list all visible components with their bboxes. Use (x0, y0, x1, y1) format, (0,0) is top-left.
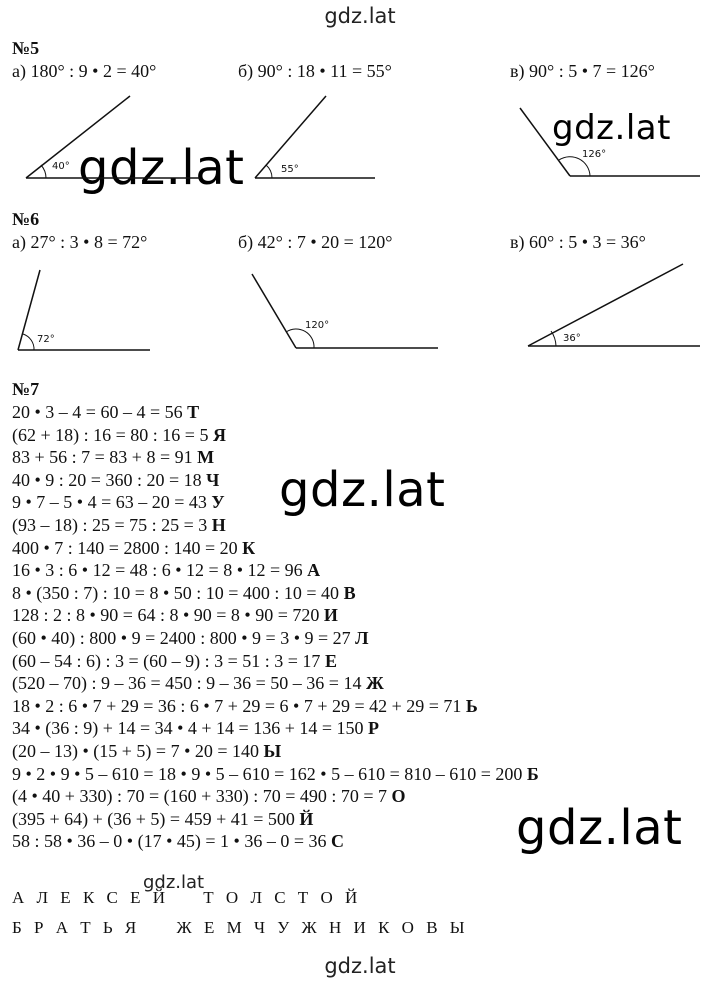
task7-letter: Ь (465, 695, 478, 716)
task7-expression: (93 – 18) : 25 = 75 : 25 = 3 (12, 514, 208, 535)
task7-line (12, 604, 539, 627)
task5-title: №5 (12, 38, 40, 58)
task7-expression: 18 • 2 : 6 • 7 + 29 = 36 : 6 • 7 + 29 = 6 • 7 + 29 = 42 + 29 = 71 (12, 695, 462, 716)
task7-line (12, 740, 539, 763)
task6-equation-c: в) 60° : 5 • 3 = 36° (510, 232, 646, 252)
angle-6b-label: 120° (305, 320, 330, 331)
task7-letter: У (211, 492, 225, 513)
watermark-angle-5c: gdz.lat (552, 108, 671, 148)
watermark-answer: gdz.lat (143, 872, 205, 893)
task7-expression: (520 – 70) : 9 – 36 = 450 : 9 – 36 = 50 – 36 = 14 (12, 673, 362, 694)
task7-line (12, 469, 539, 492)
task6-title: №6 (12, 209, 40, 229)
task7-expression: 58 : 58 • 36 – 0 • (17 • 45) = 1 • 36 – 0 = 36 (12, 831, 327, 852)
task7-expression: 128 : 2 : 8 • 90 = 64 : 8 • 90 = 8 • 90 = 720 (12, 605, 320, 626)
task7-expression: (395 + 64) + (36 + 5) = 459 + 41 = 500 (12, 808, 295, 829)
task7-line (12, 785, 539, 808)
task7-line (12, 717, 539, 740)
answer-line-2 (12, 918, 469, 938)
task7-letter: А (307, 560, 321, 581)
task7-expression: 83 + 56 : 7 = 83 + 8 = 91 (12, 447, 193, 468)
angle-5a-label: 40° (52, 161, 70, 172)
task6-equation-a: а) 27° : 3 • 8 = 72° (12, 232, 148, 252)
task7-line (12, 763, 539, 786)
task7-letter: К (242, 537, 256, 558)
task7-letter: Й (299, 808, 314, 829)
answer-first-name: А Л Е К С Е Й (12, 888, 170, 907)
task7-line (12, 695, 539, 718)
task7-line (12, 672, 539, 695)
angle-6c-label: 36° (563, 333, 581, 344)
task7-expression: 8 • (350 : 7) : 10 = 8 • 50 : 10 = 400 : 10 = 40 (12, 582, 340, 603)
angle-5b (255, 96, 375, 178)
answer-line-1 (12, 888, 361, 908)
task7-line (12, 537, 539, 560)
task5-equation-a: а) 180° : 9 • 2 = 40° (12, 61, 157, 81)
task7-line (12, 808, 539, 831)
task7-letter: И (323, 605, 338, 626)
task7-letter: Ы (263, 740, 282, 761)
task7-line (12, 830, 539, 853)
task7-equation-list (12, 401, 539, 853)
angle-5a (26, 96, 200, 178)
watermark-angle-5a: gdz.lat (78, 140, 245, 196)
task7-letter: М (197, 447, 215, 468)
task7-line (12, 401, 539, 424)
task7-letter: О (391, 786, 406, 807)
task7-expression: (20 – 13) • (15 + 5) = 7 • 20 = 140 (12, 740, 260, 761)
watermark-top: gdz.lat (324, 4, 396, 28)
angle-6a (18, 270, 150, 350)
task7-expression: 40 • 9 : 20 = 360 : 20 = 18 (12, 469, 202, 490)
angle-6b (252, 274, 438, 348)
watermark-task7-right: gdz.lat (516, 800, 683, 856)
task7-expression: 9 • 2 • 9 • 5 – 610 = 18 • 9 • 5 – 610 = 162 • 5 – 610 = 810 – 610 = 200 (12, 763, 523, 784)
task7-letter: Л (355, 627, 369, 648)
task7-line (12, 627, 539, 650)
answer-word-zhemchuzhnikovy: Ж Е М Ч У Ж Н И К О В Ы (176, 918, 469, 937)
answer-surname: Т О Л С Т О Й (203, 888, 362, 907)
angle-6c (528, 264, 700, 346)
watermark-task7-middle: gdz.lat (279, 462, 446, 518)
task7-letter: Ж (365, 673, 384, 694)
task7-expression: 16 • 3 : 6 • 12 = 48 : 6 • 12 = 8 • 12 = 96 (12, 560, 303, 581)
task7-expression: (60 • 40) : 800 • 9 = 2400 : 800 • 9 = 3 • 9 = 27 (12, 627, 351, 648)
task7-line (12, 424, 539, 447)
task7-line (12, 514, 539, 537)
task7-title: №7 (12, 379, 40, 399)
task7-line (12, 491, 539, 514)
task7-line (12, 446, 539, 469)
task7-letter: Р (368, 718, 380, 739)
task7-letter: Е (324, 650, 337, 671)
task7-letter: В (343, 582, 356, 603)
task7-letter: Я (212, 424, 226, 445)
angle-6a-label: 72° (37, 334, 55, 345)
task6-equation-b: б) 42° : 7 • 20 = 120° (238, 232, 393, 252)
task7-expression: (4 • 40 + 330) : 70 = (160 + 330) : 70 = 490 : 70 = 7 (12, 786, 388, 807)
answer-word-brothers: Б Р А Т Ь Я (12, 918, 141, 937)
task7-letter: Н (211, 514, 226, 535)
task7-expression: 34 • (36 : 9) + 14 = 34 • 4 + 14 = 136 + 14 = 150 (12, 718, 364, 739)
watermark-bottom: gdz.lat (324, 954, 396, 978)
task7-expression: 9 • 7 – 5 • 4 = 63 – 20 = 43 (12, 492, 207, 513)
task5-equation-c: в) 90° : 5 • 7 = 126° (510, 61, 655, 81)
task7-letter: С (331, 831, 344, 852)
angle-5c (520, 108, 700, 176)
task7-line (12, 559, 539, 582)
task7-letter: Т (187, 402, 200, 422)
angle-5b-label: 55° (281, 164, 299, 175)
task7-expression: (60 – 54 : 6) : 3 = (60 – 9) : 3 = 51 : 3 = 17 (12, 650, 321, 671)
task7-letter: Ч (206, 469, 220, 490)
task7-expression: 20 • 3 – 4 = 60 – 4 = 56 (12, 402, 183, 422)
task7-expression: 400 • 7 : 140 = 2800 : 140 = 20 (12, 537, 238, 558)
angle-5c-label: 126° (582, 149, 607, 160)
task7-letter: Б (526, 763, 539, 784)
task7-line (12, 582, 539, 605)
task7-expression: (62 + 18) : 16 = 80 : 16 = 5 (12, 424, 209, 445)
task7-line (12, 650, 539, 673)
task5-equation-b: б) 90° : 18 • 11 = 55° (238, 61, 392, 81)
